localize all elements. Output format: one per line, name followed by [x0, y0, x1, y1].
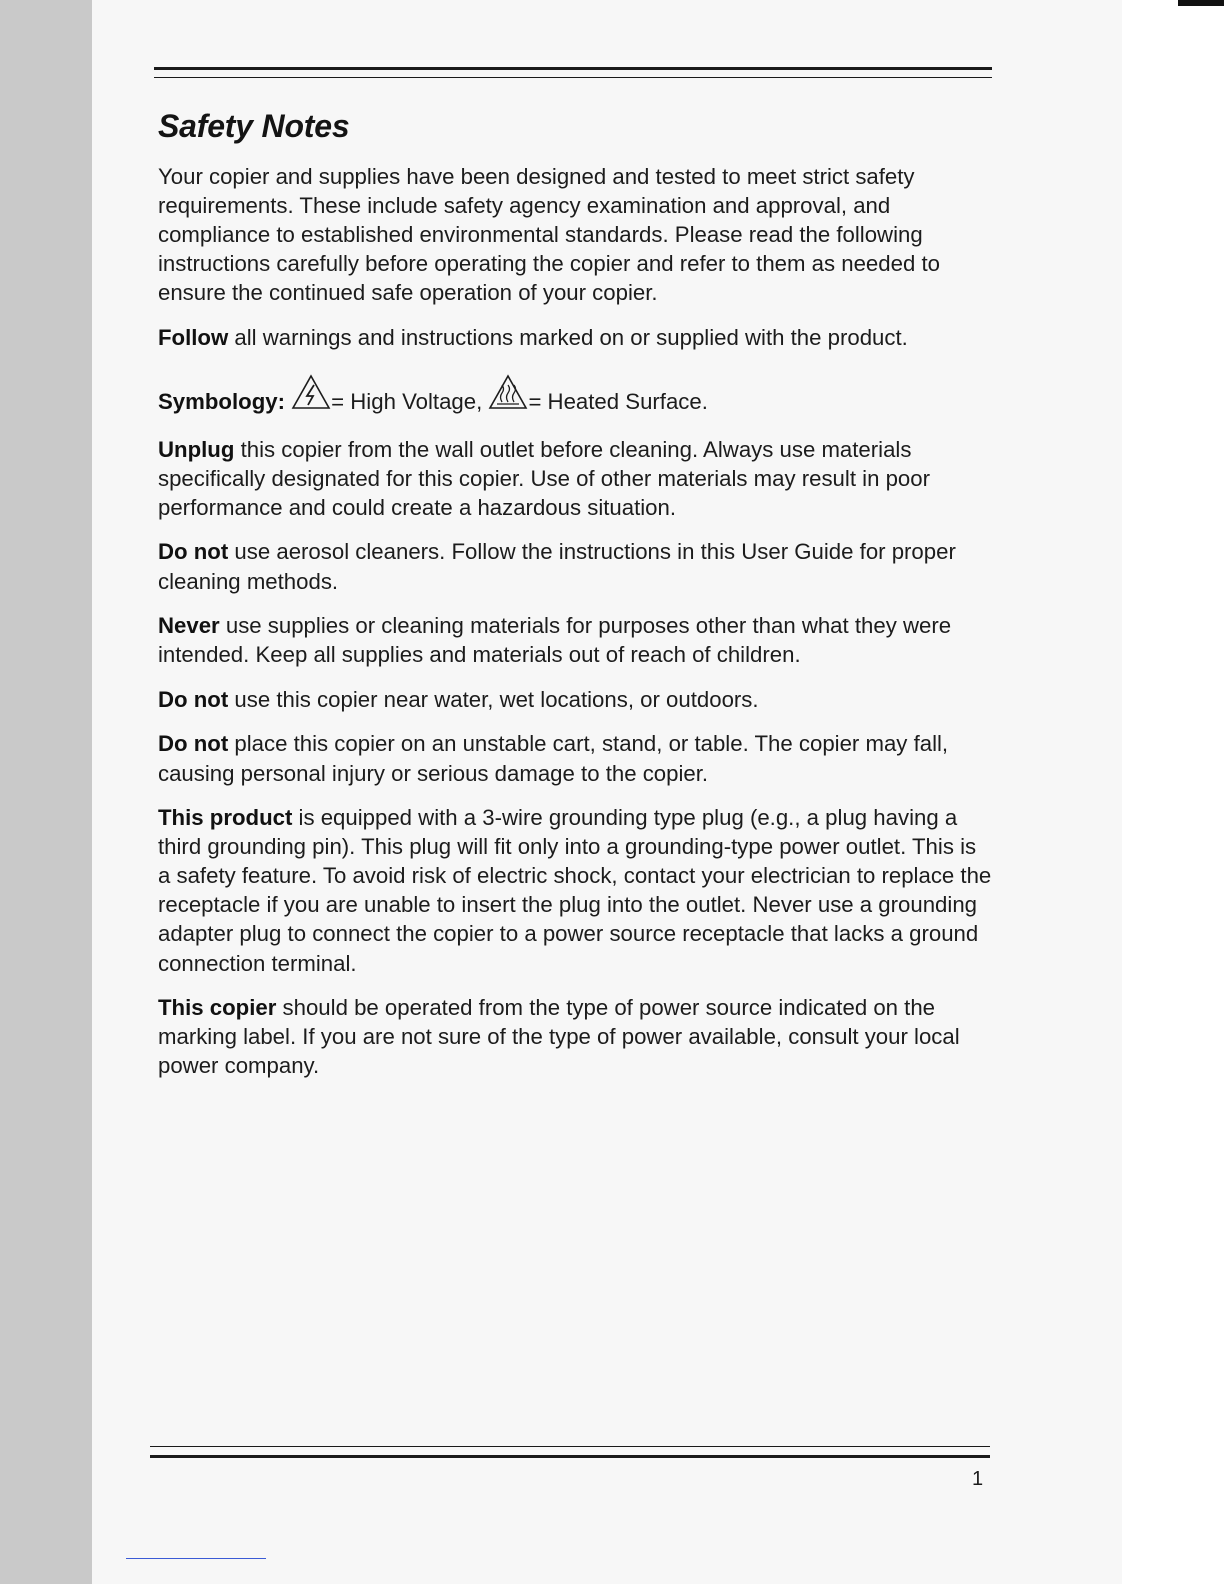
- note-text: use aerosol cleaners. Follow the instructions in this User Guide for proper cleaning methods.: [158, 539, 956, 594]
- heated-surface-text: = Heated Surface.: [528, 389, 708, 415]
- note-lead: Never: [158, 613, 220, 639]
- corner-mark: [1178, 0, 1224, 6]
- header-rule-thin: [154, 77, 992, 78]
- note-lead: This product: [158, 805, 293, 831]
- note-text: use this copier near water, wet locations, or outdoors.: [228, 686, 759, 712]
- note-text: use supplies or cleaning materials for purposes other than what they were intended. Keep all supplies and materials out of reach of children.: [158, 613, 952, 668]
- note-text: all warnings and instructions marked on or supplied with the product.: [228, 324, 908, 350]
- note-lead: Do not: [158, 686, 229, 712]
- footer-rule-thick: [150, 1455, 990, 1458]
- note-grounding: [158, 803, 992, 978]
- note-text: this copier from the wall outlet before cleaning. Always use materials specifically designated for this copier. Use of other materials may result in poor performance and could create a hazardous situation.: [158, 436, 930, 520]
- note-text: is equipped with a 3-wire grounding type plug (e.g., a plug having a third grounding pin). This plug will fit only into a grounding-type power outlet. This is a safety feature. To avoid risk of electric shock, contact your electrician to replace the receptacle if you are unable to insert the plug into the outlet. Never use a grounding adapter plug to connect the copier to a power source receptacle that lacks a ground connection terminal.: [158, 805, 992, 976]
- note-text: should be operated from the type of power source indicated on the marking label. If you are not sure of the type of power available, consult your local power company.: [158, 995, 960, 1079]
- note-follow: [158, 323, 992, 352]
- page-title: Safety Notes: [158, 108, 350, 144]
- safety-notes-body: [158, 162, 992, 1096]
- note-unplug: [158, 435, 992, 522]
- header-rule-thick: [154, 67, 992, 70]
- footer-rule-thin: [150, 1446, 990, 1447]
- symbology-label: Symbology:: [158, 389, 285, 415]
- intro-paragraph: Your copier and supplies have been designed and tested to meet strict safety requirements. These include safety agency examination and approval, and compliance to established environmental standards. Please read the following instructions carefully before operating the copier and refer to them as needed to ensure the continued safe operation of your copier.: [158, 164, 940, 306]
- note-unstable: [158, 729, 992, 787]
- scan-edge-line: [126, 1558, 266, 1559]
- page-number: 1: [972, 1468, 984, 1490]
- heated-surface-warning-icon: [488, 374, 528, 419]
- high-voltage-warning-icon: [291, 374, 331, 419]
- note-power-source: [158, 993, 992, 1080]
- note-lead: Follow: [158, 324, 229, 350]
- note-text: place this copier on an unstable cart, stand, or table. The copier may fall, causing personal injury or serious damage to the copier.: [158, 731, 949, 786]
- high-voltage-text: = High Voltage,: [331, 389, 483, 415]
- scan-margin: [1122, 0, 1224, 1584]
- note-never: [158, 611, 992, 669]
- note-lead: Unplug: [158, 436, 235, 462]
- note-lead: This copier: [158, 995, 277, 1021]
- symbology-line: [158, 374, 992, 419]
- note-lead: Do not: [158, 539, 229, 565]
- note-water: [158, 685, 992, 714]
- note-aerosol: [158, 537, 992, 595]
- note-lead: Do not: [158, 731, 229, 757]
